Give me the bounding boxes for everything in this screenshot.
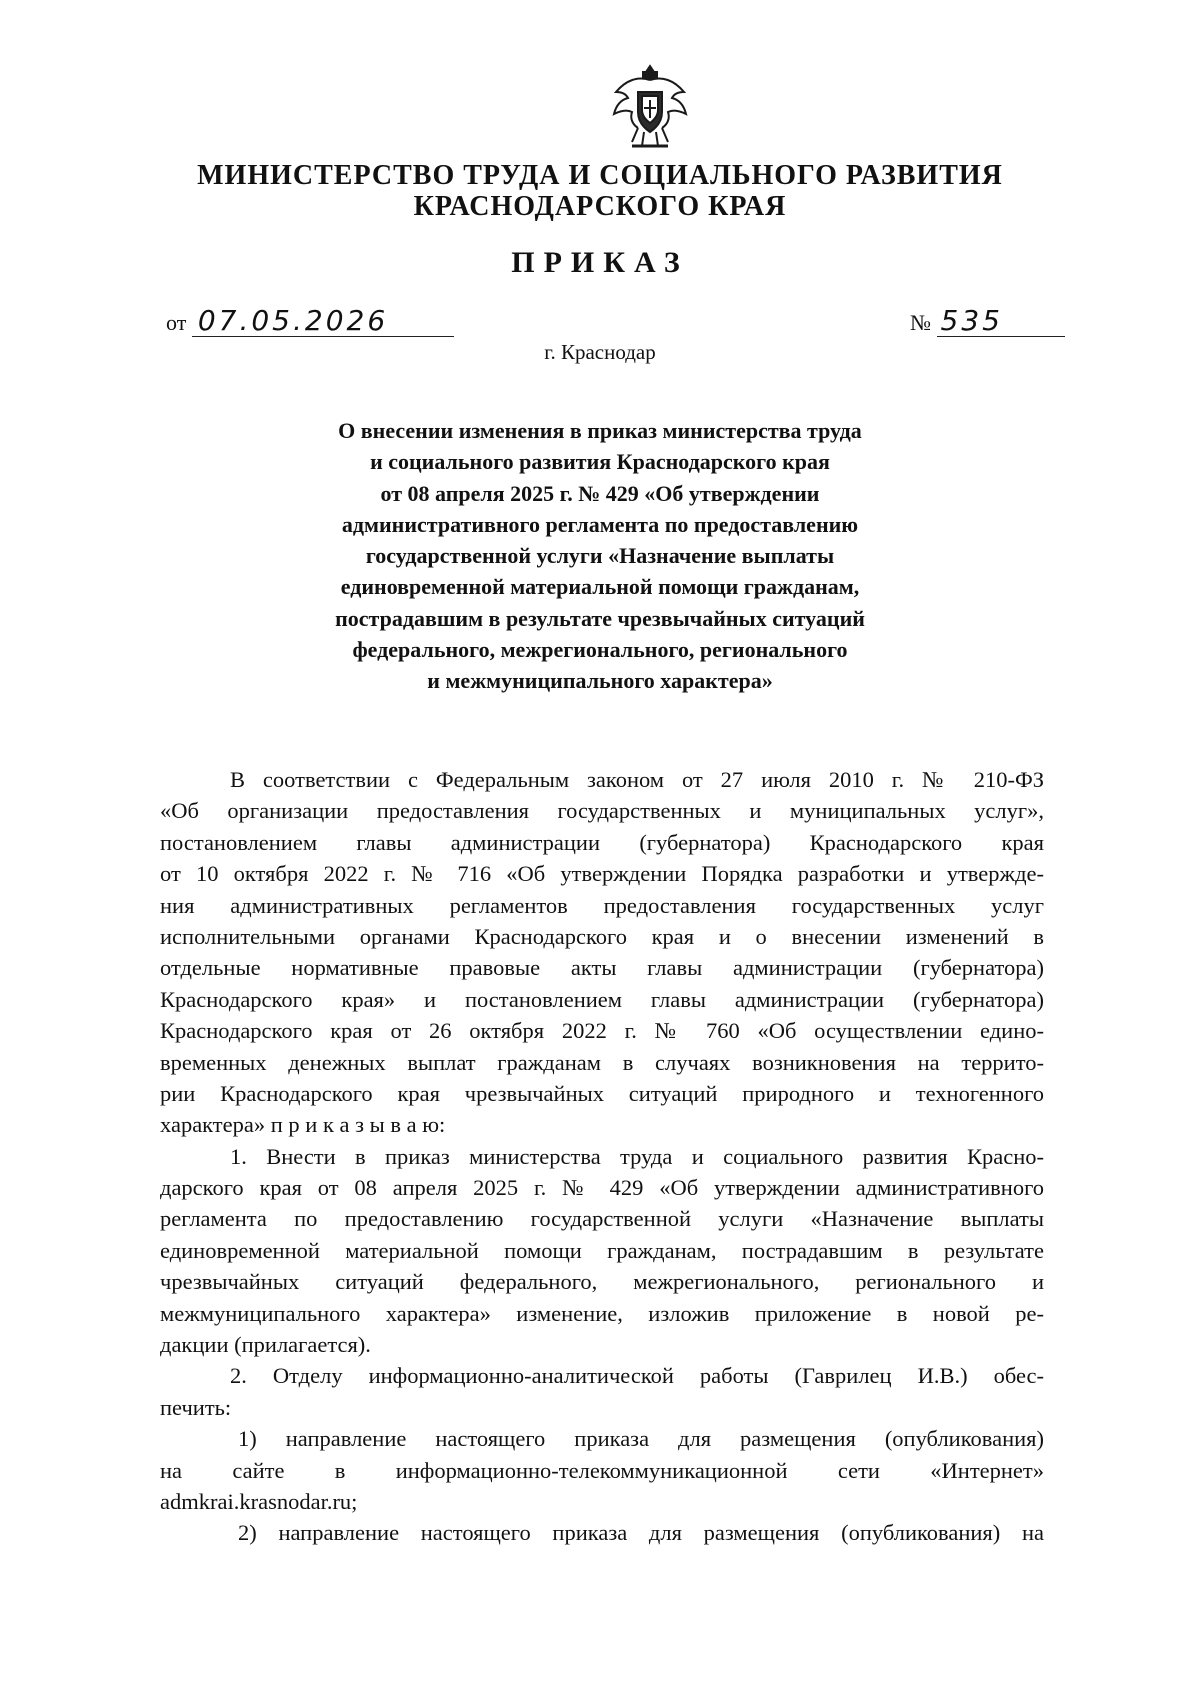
subject-line: пострадавшим в результате чрезвычайных ситуаций [335, 605, 865, 631]
order-number [910, 306, 1065, 337]
subject-line: федерального, межрегионального, регионального [352, 637, 848, 663]
body-line: чрезвычайных ситуаций федерального, межрегионального, регионального и [160, 1269, 1044, 1295]
body-line: постановлением главы администрации (губернатора) Краснодарского края [160, 829, 1044, 855]
body-line: регламента по предоставлению государственной услуги «Назначение выплаты [160, 1206, 1044, 1232]
document-type-title: ПРИКАЗ [511, 246, 689, 279]
subject-line: и межмуниципального характера» [427, 668, 773, 694]
body-line: дакции (прилагается). [160, 1332, 371, 1358]
body-line: 2) направление настоящего приказа для размещения (опубликования) на [238, 1520, 1044, 1546]
subject-line: единовременной материальной помощи гражданам, [340, 574, 860, 600]
ministry-name-line-2: КРАСНОДАРСКОГО КРАЯ [413, 191, 787, 222]
handwritten-date: 07.05.2026 [192, 306, 454, 337]
order-body [160, 764, 1044, 1549]
body-line: характера» п р и к а з ы в а ю: [160, 1112, 446, 1138]
subject-line: административного регламента по предоставлению [341, 511, 859, 537]
body-line: дарского края от 08 апреля 2025 г. № 429 «Об утверждении административного [160, 1175, 1044, 1201]
body-line: 2. Отделу информационно-аналитической работы (Гаврилец И.В.) обес- [230, 1363, 1044, 1389]
body-line: Краснодарского края от 26 октября 2022 г. № 760 «Об осуществлении едино- [160, 1018, 1044, 1044]
body-line: исполнительными органами Краснодарского края и о внесении изменений в [160, 923, 1044, 949]
order-subject [220, 415, 980, 697]
body-line: В соответствии с Федеральным законом от 27 июля 2010 г. № 210-ФЗ [230, 767, 1044, 792]
subject-line: от 08 апреля 2025 г. № 429 «Об утверждении [380, 480, 820, 506]
coat-of-arms-emblem [608, 62, 692, 154]
body-line: единовременной материальной помощи гражданам, пострадавшим в результате [160, 1237, 1044, 1263]
body-line: отдельные нормативные правовые акты главы администрации (губернатора) [160, 955, 1044, 981]
ministry-name [150, 160, 1050, 222]
subject-line: и социального развития Краснодарского края [370, 449, 830, 475]
body-line: межмуниципального характера» изменение, изложив приложение в новой ре- [160, 1300, 1044, 1326]
issuing-city: г. Краснодар [544, 340, 656, 364]
ministry-name-line-1: МИНИСТЕРСТВО ТРУДА И СОЦИАЛЬНОГО РАЗВИТИЯ [197, 160, 1003, 191]
body-line: «Об организации предоставления государственных и муниципальных услуг», [160, 798, 1044, 824]
subject-line: О внесении изменения в приказ министерства труда [338, 418, 862, 443]
body-line: на сайте в информационно-телекоммуникационной сети «Интернет» [160, 1457, 1044, 1483]
body-line: 1. Внести в приказ министерства труда и социального развития Красно- [230, 1143, 1044, 1169]
body-line: печить: [160, 1394, 232, 1420]
date-prefix: от [166, 310, 187, 335]
subject-line: государственной услуги «Назначение выплаты [365, 543, 835, 569]
body-line: от 10 октября 2022 г. № 716 «Об утверждении Порядка разработки и утвержде- [160, 861, 1044, 887]
body-line: ния административных регламентов предоставления государственных услуг [160, 892, 1044, 918]
body-line: временных денежных выплат гражданам в случаях возникновения на террито- [160, 1049, 1044, 1075]
body-line: admkrai.krasnodar.ru; [160, 1488, 358, 1514]
body-line: Краснодарского края» и постановлением главы администрации (губернатора) [160, 986, 1044, 1012]
body-line: 1) направление настоящего приказа для размещения (опубликования) [238, 1426, 1044, 1452]
order-date [166, 306, 454, 337]
number-prefix: № [910, 310, 931, 335]
body-line: рии Краснодарского края чрезвычайных ситуаций природного и техногенного [160, 1080, 1044, 1106]
handwritten-number: 535 [937, 306, 1065, 337]
